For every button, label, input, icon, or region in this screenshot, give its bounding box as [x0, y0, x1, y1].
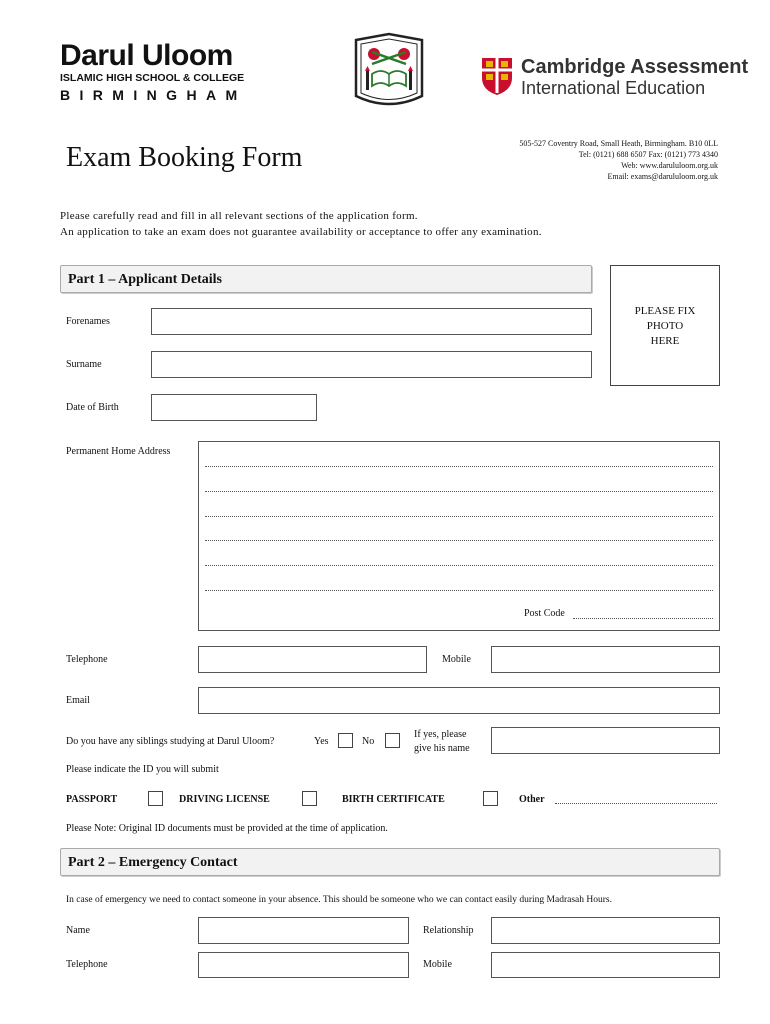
part2-heading: Part 2 – Emergency Contact — [60, 848, 720, 876]
siblings-yes-label: Yes — [314, 736, 329, 747]
forenames-field[interactable] — [151, 308, 592, 335]
id-passport-label: PASSPORT — [66, 794, 118, 805]
address-line-1 — [205, 466, 713, 467]
address-field[interactable] — [198, 441, 720, 631]
email-label: Email — [66, 695, 90, 706]
siblings-question: Do you have any siblings studying at Darul Uloom? — [66, 736, 275, 747]
school-city: BIRMINGHAM — [60, 87, 247, 103]
school-name: Darul Uloom — [60, 39, 233, 72]
address-label: Permanent Home Address — [66, 446, 171, 457]
sibling-name-field[interactable] — [491, 727, 720, 754]
id-driving-label: DRIVING LICENSE — [179, 794, 270, 805]
id-prompt: Please indicate the ID you will submit — [66, 764, 219, 775]
siblings-no-checkbox[interactable] — [385, 733, 400, 748]
address-line-3 — [205, 516, 713, 517]
cambridge-line2: International Education — [521, 78, 706, 98]
page-title: Exam Booking Form — [66, 142, 303, 173]
id-other-label: Other — [519, 794, 545, 805]
id-note: Please Note: Original ID documents must be provided at the time of application. — [66, 823, 388, 834]
contact-address: 505-527 Coventry Road, Small Heath, Birmingham. B10 0LL — [519, 139, 718, 148]
siblings-yes-checkbox[interactable] — [338, 733, 353, 748]
part2-intro: In case of emergency we need to contact someone in your absence. This should be someone who we can contact easily during Madrasah Hours. — [66, 895, 612, 905]
surname-label: Surname — [66, 359, 102, 370]
id-passport-checkbox[interactable] — [148, 791, 163, 806]
telephone-label: Telephone — [66, 654, 108, 665]
ec-relationship-field[interactable] — [491, 917, 720, 944]
address-line-5 — [205, 565, 713, 566]
if-yes-line2: give his name — [414, 743, 470, 754]
ec-name-label: Name — [66, 925, 90, 936]
id-other-line[interactable] — [555, 803, 717, 804]
id-birth-label: BIRTH CERTIFICATE — [342, 794, 445, 805]
address-line-2 — [205, 491, 713, 492]
ec-name-field[interactable] — [198, 917, 409, 944]
postcode-label: Post Code — [524, 608, 565, 619]
contact-tel: Tel: (0121) 688 6507 Fax: (0121) 773 4340 — [578, 150, 718, 159]
photo-line3: HERE — [650, 335, 680, 347]
email-field[interactable] — [198, 687, 720, 714]
photo-line1: PLEASE FIX — [634, 305, 696, 317]
cambridge-line1: Cambridge Assessment — [521, 56, 749, 78]
ec-mobile-field[interactable] — [491, 952, 720, 978]
surname-field[interactable] — [151, 351, 592, 378]
intro-text — [60, 208, 542, 240]
contact-email: Email: exams@darululoom.org.uk — [607, 172, 718, 181]
school-crest-icon — [348, 30, 430, 112]
dob-label: Date of Birth — [66, 402, 119, 413]
postcode-line — [573, 618, 713, 619]
intro-line1: Please carefully read and fill in all relevant sections of the application form. — [60, 210, 418, 222]
school-sub: ISLAMIC HIGH SCHOOL & COLLEGE — [60, 72, 245, 84]
cambridge-shield-icon — [480, 56, 514, 96]
mobile-label: Mobile — [442, 654, 471, 665]
photo-line2: PHOTO — [646, 320, 684, 332]
dob-field[interactable] — [151, 394, 317, 421]
ec-mobile-label: Mobile — [423, 959, 452, 970]
address-line-6 — [205, 590, 713, 591]
part1-heading: Part 1 – Applicant Details — [60, 265, 592, 293]
id-driving-checkbox[interactable] — [302, 791, 317, 806]
siblings-no-label: No — [362, 736, 375, 747]
forenames-label: Forenames — [66, 316, 110, 327]
intro-line2: An application to take an exam does not guarantee availability or acceptance to offer any examination. — [60, 226, 542, 238]
if-yes-line1: If yes, please — [414, 729, 467, 740]
school-logo — [60, 40, 260, 110]
ec-relationship-label: Relationship — [423, 925, 474, 936]
ec-telephone-field[interactable] — [198, 952, 409, 978]
address-line-4 — [205, 540, 713, 541]
cambridge-logo-text — [521, 56, 748, 98]
ec-telephone-label: Telephone — [66, 959, 108, 970]
telephone-field[interactable] — [198, 646, 427, 673]
photo-box — [610, 265, 720, 386]
mobile-field[interactable] — [491, 646, 720, 673]
contact-block — [519, 138, 718, 182]
id-birth-checkbox[interactable] — [483, 791, 498, 806]
contact-web: Web: www.darululoom.org.uk — [621, 161, 718, 170]
